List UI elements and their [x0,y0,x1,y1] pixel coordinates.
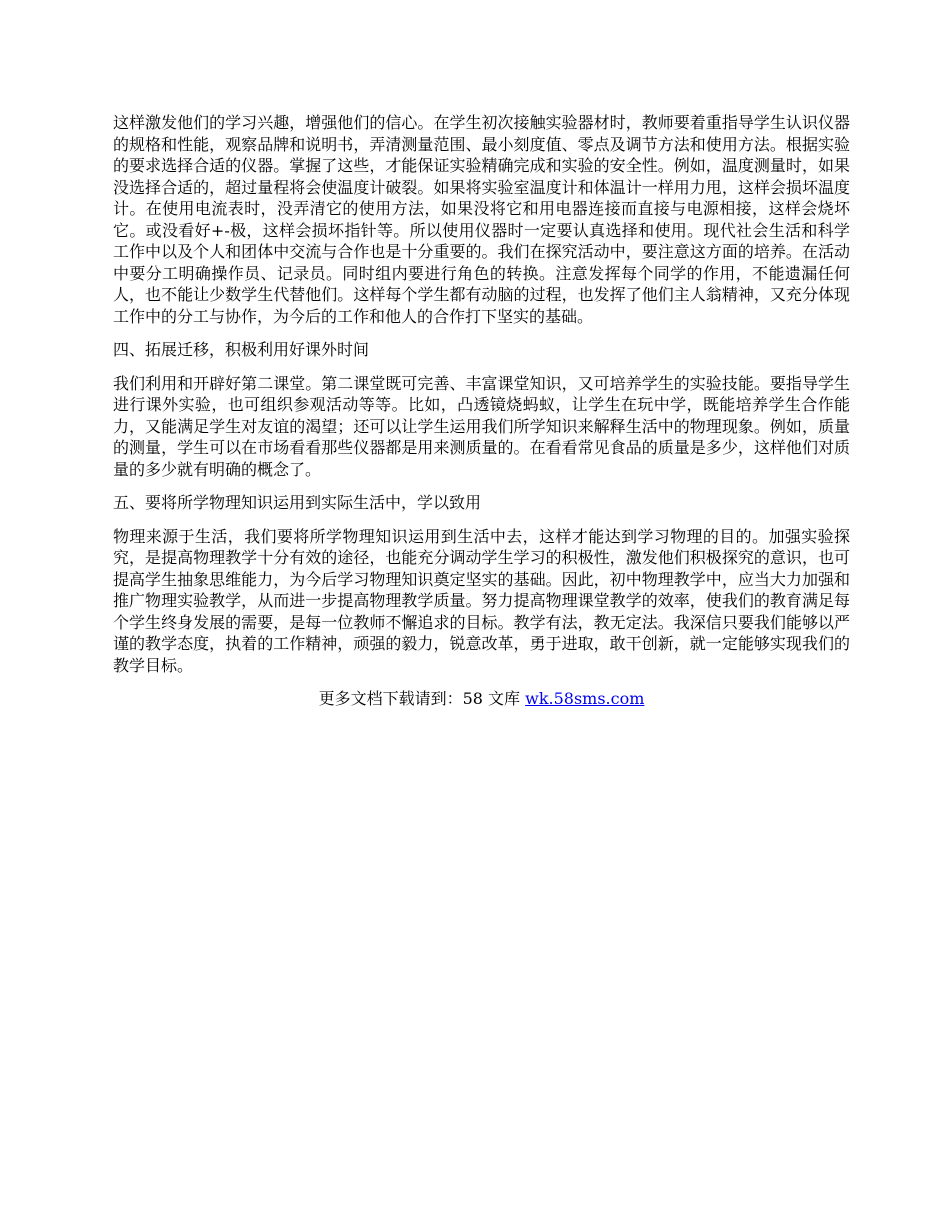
footer-line [113,688,850,710]
body-paragraph: 这样激发他们的学习兴趣，增强他们的信心。在学生初次接触实验器材时，教师要着重指导学生认识仪器的规格和性能，观察品牌和说明书，弄清测量范围、最小刻度值、零点及调节方法和使用方法。根据实验的要求选择合适的仪器。掌握了这些，才能保证实验精确完成和实验的安全性。例如，温度测量时，如果没选择合适的，超过量程将会使温度计破裂。如果将实验室温度计和体温计一样用力甩，这样会损坏温度计。在使用电流表时，没弄清它的使用方法，如果没将它和用电器连接而直接与电源相接，这样会烧坏它。或没看好+-极，这样会损坏指针等。所以使用仪器时一定要认真选择和使用。现代社会生活和科学工作中以及个人和团体中交流与合作也是十分重要的。我们在探究活动中，要注意这方面的培养。在活动中要分工明确操作员、记录员。同时组内要进行角色的转换。注意发挥每个同学的作用，不能遗漏任何人，也不能让少数学生代替他们。这样每个学生都有动脑的过程，也发挥了他们主人翁精神，又充分体现工作中的分工与协作，为今后的工作和他人的合作打下坚实的基础。 [113,113,850,326]
section-heading-5: 五、要将所学物理知识运用到实际生活中，学以致用 [113,493,482,512]
body-paragraph: 我们利用和开辟好第二课堂。第二课堂既可完善、丰富课堂知识，又可培养学生的实验技能。要指导学生进行课外实验，也可组织参观活动等等。比如，凸透镜烧蚂蚁，让学生在玩中学，既能培养学生合作能力，又能满足学生对友谊的渴望；还可以让学生运用我们所学知识来解释生活中的物理现象。例如，质量的测量，学生可以在市场看看那些仪器都是用来测质量的。在看看常见食品的质量是多少，这样他们对质量的多少就有明确的概念了。 [113,373,850,479]
body-paragraph: 物理来源于生活，我们要将所学物理知识运用到生活中去，这样才能达到学习物理的目的。加强实验探究，是提高物理教学十分有效的途径，也能充分调动学生学习的积极性，激发他们积极探究的意识，也可提高学生抽象思维能力，为今后学习物理知识奠定坚实的基础。因此，初中物理教学中，应当大力加强和推广物理实验教学，从而进一步提高物理教学质量。努力提高物理课堂教学的效率，使我们的教育满足每个学生终身发展的需要，是每一位教师不懈追求的目标。教学有法，教无定法。我深信只要我们能够以严谨的教学态度，执着的工作精神，顽强的毅力，锐意改革，勇于进取，敢干创新，就一定能够实现我们的教学目标。 [113,526,850,675]
section-heading-4: 四、拓展迁移，积极利用好课外时间 [113,340,370,359]
footer-link[interactable]: wk.58sms.com [525,689,645,708]
footer-prefix: 更多文档下载请到：58 文库 [318,689,526,708]
document-body [113,112,850,710]
